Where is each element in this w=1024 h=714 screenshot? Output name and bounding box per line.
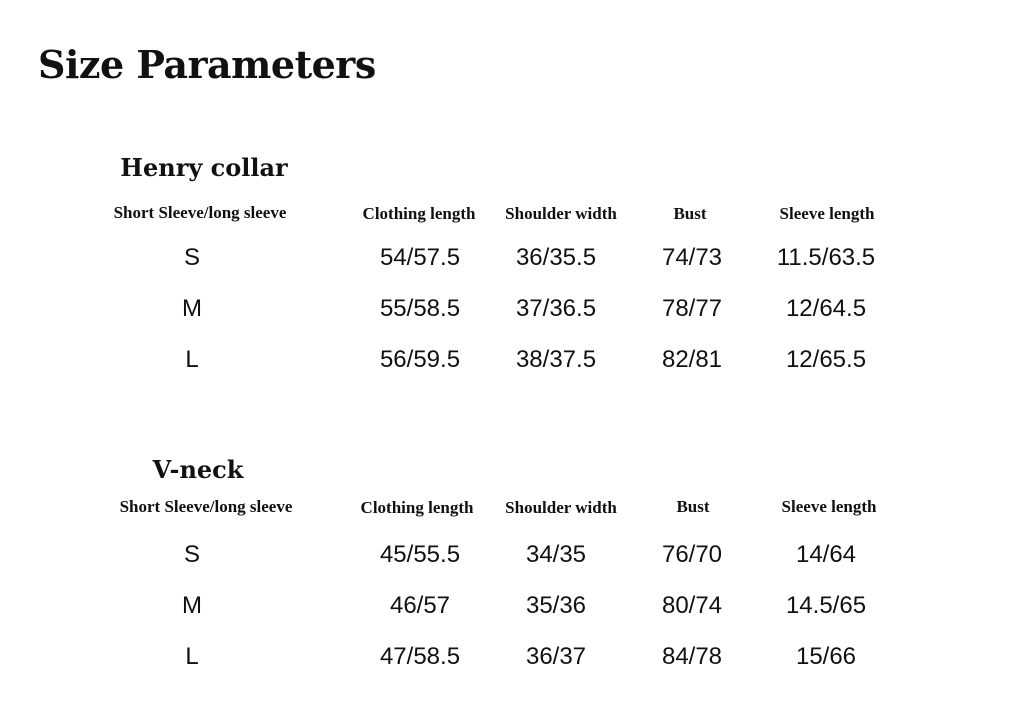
bust-cell: 78/77 bbox=[661, 295, 723, 322]
clothing-length-cell: 47/58.5 bbox=[379, 643, 461, 670]
section-title-henry-collar: Henry collar bbox=[120, 153, 288, 182]
shoulder-width-cell: 37/36.5 bbox=[515, 295, 597, 322]
column-header-shoulder-width: Shoulder width bbox=[505, 204, 617, 223]
shoulder-width-cell: 36/37 bbox=[525, 643, 587, 670]
size-cell: M bbox=[182, 592, 202, 619]
clothing-length-cell: 55/58.5 bbox=[379, 295, 461, 322]
size-cell: L bbox=[185, 346, 199, 373]
sleeve-length-cell: 12/64.5 bbox=[785, 295, 867, 322]
sleeve-length-cell: 15/66 bbox=[795, 643, 857, 670]
sleeve-length-cell: 14/64 bbox=[795, 541, 857, 568]
column-header-sleeve-length: Sleeve length bbox=[781, 497, 877, 516]
shoulder-width-cell: 35/36 bbox=[525, 592, 587, 619]
column-header-sleeve-type: Short Sleeve/long sleeve bbox=[119, 497, 293, 516]
clothing-length-cell: 54/57.5 bbox=[379, 244, 461, 271]
clothing-length-cell: 46/57 bbox=[389, 592, 451, 619]
sleeve-length-cell: 11.5/63.5 bbox=[776, 244, 876, 271]
sleeve-length-cell: 12/65.5 bbox=[785, 346, 867, 373]
column-header-clothing-length: Clothing length bbox=[360, 498, 474, 517]
size-cell: S bbox=[183, 541, 201, 568]
size-cell: S bbox=[183, 244, 201, 271]
size-cell: M bbox=[182, 295, 202, 322]
clothing-length-cell: 45/55.5 bbox=[379, 541, 461, 568]
sleeve-length-cell: 14.5/65 bbox=[785, 592, 867, 619]
clothing-length-cell: 56/59.5 bbox=[379, 346, 461, 373]
column-header-clothing-length: Clothing length bbox=[362, 204, 476, 223]
column-header-bust: Bust bbox=[673, 204, 707, 223]
section-title-v-neck: V-neck bbox=[152, 455, 244, 484]
bust-cell: 76/70 bbox=[661, 541, 723, 568]
column-header-bust: Bust bbox=[676, 497, 710, 516]
bust-cell: 80/74 bbox=[661, 592, 723, 619]
bust-cell: 82/81 bbox=[661, 346, 723, 373]
size-cell: L bbox=[185, 643, 199, 670]
shoulder-width-cell: 36/35.5 bbox=[515, 244, 597, 271]
bust-cell: 84/78 bbox=[661, 643, 723, 670]
column-header-shoulder-width: Shoulder width bbox=[505, 498, 617, 517]
shoulder-width-cell: 34/35 bbox=[525, 541, 587, 568]
page-title: Size Parameters bbox=[38, 42, 376, 87]
column-header-sleeve-length: Sleeve length bbox=[779, 204, 875, 223]
shoulder-width-cell: 38/37.5 bbox=[515, 346, 597, 373]
column-header-sleeve-type: Short Sleeve/long sleeve bbox=[113, 203, 287, 222]
bust-cell: 74/73 bbox=[661, 244, 723, 271]
